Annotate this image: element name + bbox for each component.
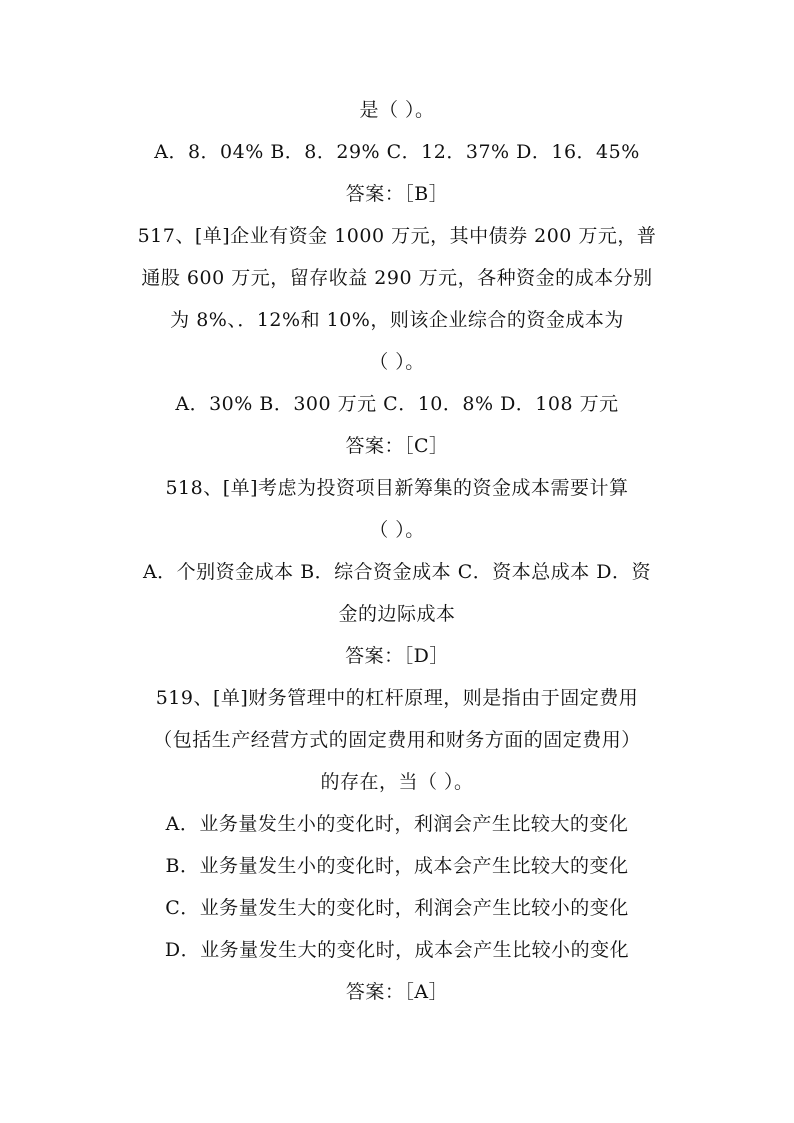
option-c: C．业务量发生大的变化时，利润会产生比较小的变化: [165, 897, 629, 919]
answer-line: 答案：［D］: [345, 645, 449, 667]
text-line: 通股 600 万元，留存收益 290 万元，各种资金的成本分别: [141, 267, 653, 289]
answer-line: 答案：［B］: [345, 183, 449, 205]
answer-line: 答案：［C］: [345, 435, 449, 457]
option-b: B．业务量发生小的变化时，成本会产生比较大的变化: [165, 855, 629, 877]
text-line: （ ）。: [369, 351, 425, 373]
text-line: A．8．04% B．8．29% C．12．37% D．16．45%: [154, 141, 640, 163]
text-line: 金的边际成本: [338, 603, 456, 625]
option-a: A．业务量发生小的变化时，利润会产生比较大的变化: [165, 813, 629, 835]
options-line: A．个别资金成本 B．综合资金成本 C．资本总成本 D．资: [142, 561, 652, 583]
text-line: 的存在，当（ ）。: [320, 771, 474, 793]
options-line: A．30% B．300 万元 C．10．8% D．108 万元: [175, 393, 619, 415]
text-line: （ ）。: [369, 519, 425, 541]
text-line: （包括生产经营方式的固定费用和财务方面的固定费用）: [153, 729, 641, 751]
text-line: 是（ ）。: [359, 99, 435, 121]
text-line: 为 8%、．12%和 10%，则该企业综合的资金成本为: [170, 309, 624, 331]
question-519: 519、[单]财务管理中的杠杆原理，则是指由于固定费用: [155, 687, 639, 709]
question-518: 518、[单]考虑为投资项目新筹集的资金成本需要计算: [165, 477, 629, 499]
option-d: D．业务量发生大的变化时，成本会产生比较小的变化: [164, 939, 630, 961]
answer-line: 答案：［A］: [345, 981, 449, 1003]
question-517: 517、[单]企业有资金 1000 万元，其中债券 200 万元，普: [137, 225, 657, 247]
